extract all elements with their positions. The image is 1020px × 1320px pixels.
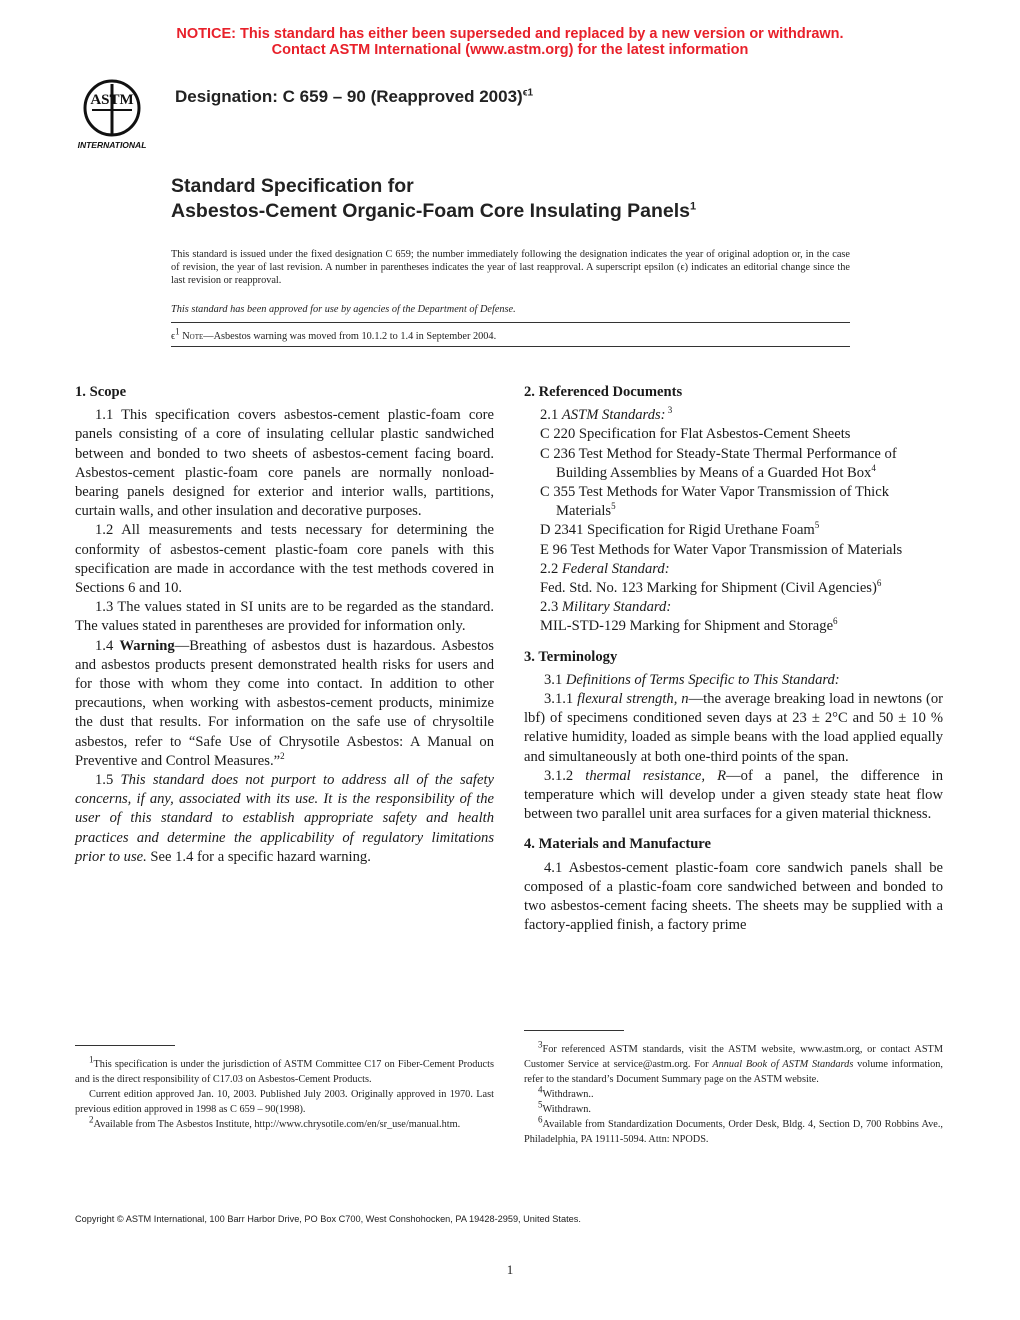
- ref-fed-std: [540, 579, 943, 598]
- footnote-3-sup: 3: [538, 1039, 543, 1050]
- scope-heading: 1. Scope: [75, 384, 127, 400]
- ref-e96: E 96 Test Methods for Water Vapor Transmission of Materials: [540, 541, 903, 558]
- designation: [175, 87, 533, 107]
- footnote-1-text: This specification is under the jurisdiction of ASTM Committee C17 on Fiber-Cement Products and is the direct responsibility of C17.03 on Asbestos-Cement Products.: [75, 1059, 494, 1085]
- scope-1-1: 1.1 This specification covers asbestos-cement plastic-foam core panels consisting of a core of insulating cellular plastic sandwiched between and bonded to two sheets of asbestos-cement facing board. Asbestos-cement plastic-foam core panels are normally nonload-bearing panels designed for exterior and interior walls, partitions, curtain walls, and other insulation and decorative purposes.: [75, 407, 494, 520]
- astm-logo: [66, 72, 162, 152]
- footnote-1-edition: Current edition approved Jan. 10, 2003. Published July 2003. Originally approved in 1970. Last previous edition approved in 1998 as C 659 – 90(1998).: [75, 1089, 494, 1115]
- section-2-3: [524, 598, 943, 617]
- ref-mil-std: [540, 617, 943, 636]
- military-standard-label: Military Standard:: [561, 599, 672, 616]
- ref-c355: [540, 483, 943, 521]
- warning-text: —Breathing of asbestos dust is hazardous. Asbestos and asbestos products present demonstrated health risks for users and for those with whom they come into contact. In addition to other precautions, when working with asbestos-cement products, minimize the dust that results. For information on the safe use of chrysoltile asbestos, refer to “Safe Use of Chrysotile Asbestos: A Manual on Preventive and Control Measures.”: [75, 637, 494, 769]
- notice-line-1: NOTICE: This standard has either been superseded and replaced by a new version or withdrawn.: [176, 26, 844, 42]
- definition-flexural-strength: —the average breaking load in newtons (or lbf) of specimens conditioned seven days at 23 ± 2°C and 50 ± 10 % relative humidity, loaded as simple beans with the load applied equally and simultaneously at both one-third points of the span.: [524, 691, 943, 765]
- footnote-5-sup: 5: [538, 1099, 543, 1110]
- right-column: [524, 383, 943, 935]
- footnote-3-text-b: volume information, refer to the standard’s Document Summary page on the ASTM website.: [524, 1059, 943, 1085]
- materials-heading: 4. Materials and Manufacture: [524, 836, 711, 853]
- section-3-1-1: [524, 690, 943, 767]
- dod-note: This standard has been approved for use by agencies of the Department of Defense.: [171, 304, 516, 315]
- logo-text: ASTM: [90, 92, 134, 108]
- supersede-notice: [0, 26, 1020, 58]
- ref-d2341-text: D 2341 Specification for Rigid Urethane Foam: [540, 522, 815, 539]
- materials-4-1: 4.1 Asbestos-cement plastic-foam core sandwich panels shall be composed of a plastic-foam core sandwiched between and bonded to two asbestos-cement facing sheets. The sheets may be supplied with a factory-applied finish, a factory prime: [524, 859, 943, 934]
- definitions-label: Definitions of Terms Specific to This Standard:: [565, 671, 840, 688]
- footnote-4-sup: 4: [538, 1084, 543, 1095]
- scope-1-3: 1.3 The values stated in SI units are to be regarded as the standard. The values stated in parentheses are provided for information only.: [75, 599, 494, 635]
- section-2-1: [524, 406, 943, 425]
- ref-mil-sup: 6: [833, 616, 838, 627]
- scope-1-4: [75, 637, 494, 771]
- warning-sup: 2: [280, 751, 285, 761]
- footnote-3-text-a: For referenced ASTM standards, visit the ASTM website, www.astm.org, or contact ASTM Customer Service at service@astm.org. For: [524, 1044, 943, 1070]
- issue-note: This standard is issued under the fixed designation C 659; the number immediately following the designation indicates the year of original adoption or, in the case of revision, the year of last revision. A number in parentheses indicates the year of last reapproval. A superscript epsilon (ϵ) indicates an editorial change since the last revision or reapproval.: [171, 249, 850, 286]
- footnote-6-text: Available from Standardization Documents, Order Desk, Bldg. 4, Section D, 700 Robbins Ave., Philadelphia, PA 19111-5094. Attn: NPODS.: [524, 1119, 943, 1145]
- designation-sup: ϵ1: [522, 87, 534, 99]
- scope-1-5: [75, 771, 494, 867]
- section-3-1-2-num: 3.1.2: [544, 767, 586, 784]
- footnote-4-text: Withdrawn..: [542, 1089, 594, 1100]
- section-2-2-num: 2.2: [540, 560, 562, 577]
- footnote-4: [524, 1084, 943, 1102]
- title-line-2: Asbestos-Cement Organic-Foam Core Insulating Panels: [171, 200, 691, 222]
- astm-logo-icon: [66, 72, 162, 152]
- divider-bottom: [171, 346, 850, 347]
- footnote-2: [75, 1114, 494, 1132]
- title-sup: 1: [690, 200, 697, 213]
- section-2-1-num: 2.1: [540, 407, 562, 424]
- term-flexural-strength: flexural strength, n: [577, 691, 689, 708]
- astm-standards-label: ASTM Standards:: [561, 407, 666, 424]
- ref-fed-sup: 6: [876, 578, 882, 589]
- section-3-1: [524, 671, 943, 690]
- section-3-1-2: [524, 767, 943, 825]
- scope-1-2: 1.2 All measurements and tests necessary for determining the conformity of asbestos-cement plastic-foam core panels with this specification are made in accordance with the test methods covered in Sections 6 and 10.: [75, 522, 494, 597]
- notice-line-2: Contact ASTM International (www.astm.org) for the latest information: [271, 42, 749, 58]
- footnote-6-sup: 6: [538, 1114, 543, 1125]
- terminology-heading: 3. Terminology: [524, 648, 618, 665]
- footnotes-left: [75, 1054, 494, 1132]
- designation-text: Designation: C 659 – 90 (Reapproved 2003): [175, 87, 523, 106]
- ref-d2341: [540, 521, 943, 540]
- section-2-2: [524, 560, 943, 579]
- epsilon-symbol: ϵ: [171, 331, 176, 342]
- scope-1-4-num: 1.4: [95, 637, 120, 654]
- ref-fed-text: Fed. Std. No. 123 Marking for Shipment (Civil Agencies): [540, 580, 877, 597]
- footnote-1: [75, 1054, 494, 1087]
- section-3-1-1-num: 3.1.1: [544, 691, 578, 708]
- ref-d2341-sup: 5: [814, 520, 820, 531]
- section-2-3-num: 2.3: [540, 599, 562, 616]
- safety-statement: This standard does not purport to address all of the safety concerns, if any, associated with its use. It is the responsibility of the user of this standard to establish appropriate safety and health practices and determine the applicability of regulatory limitations prior to use.: [75, 772, 494, 865]
- copyright: Copyright © ASTM International, 100 Barr Harbor Drive, PO Box C700, West Conshohocken, PA 19428-2959, United States.: [75, 1214, 581, 1224]
- epsilon-note: [171, 326, 850, 343]
- safety-tail: See 1.4 for a specific hazard warning.: [146, 848, 371, 865]
- epsilon-note-text: —Asbestos warning was moved from 10.1.2 to 1.4 in September 2004.: [203, 331, 497, 342]
- ref-c236: [540, 445, 943, 483]
- astm-standards-sup: 3: [665, 405, 673, 416]
- divider-top: [171, 322, 850, 323]
- footnote-3-italic: Annual Book of ASTM Standards: [712, 1059, 854, 1070]
- footnote-5-text: Withdrawn.: [542, 1104, 591, 1115]
- referenced-heading: 2. Referenced Documents: [524, 384, 683, 400]
- footnote-3: [524, 1039, 943, 1087]
- document-title: [171, 174, 696, 224]
- logo-subtext: INTERNATIONAL: [77, 140, 147, 150]
- term-thermal-resistance: thermal resistance, R: [585, 767, 727, 784]
- definition-thermal-resistance: —of a panel, the difference in temperature which will develop under a given steady state heat flow between two parallel unit area surfaces for a given material thickness.: [524, 767, 944, 823]
- ref-c236-sup: 4: [871, 462, 876, 473]
- footnotes-right: [524, 1039, 943, 1147]
- section-3-1-num: 3.1: [544, 671, 566, 688]
- ref-c220: C 220 Specification for Flat Asbestos-Cement Sheets: [540, 426, 851, 443]
- footnote-5: [524, 1099, 943, 1117]
- title-line-1: Standard Specification for: [171, 175, 414, 197]
- page-number: 1: [506, 1262, 514, 1277]
- footnote-rule-right: [524, 1030, 624, 1031]
- note-label: Note: [182, 331, 204, 342]
- footnote-6: [524, 1114, 943, 1147]
- left-column: [75, 383, 494, 867]
- footnote-rule-left: [75, 1045, 175, 1046]
- footnote-2-text: Available from The Asbestos Institute, http://www.chrysotile.com/en/sr_use/manual.htm.: [93, 1119, 461, 1130]
- warning-label: Warning: [119, 637, 175, 654]
- ref-mil-text: MIL-STD-129 Marking for Shipment and Storage: [540, 618, 834, 635]
- scope-1-5-num: 1.5: [95, 772, 121, 789]
- footnote-2-sup: 2: [89, 1114, 94, 1125]
- epsilon-sup: 1: [175, 326, 180, 337]
- ref-c236-text: C 236 Test Method for Steady-State Thermal Performance of Building Assemblies by Means of a Guarded Hot Box: [540, 445, 897, 481]
- ref-c355-sup: 5: [611, 501, 616, 512]
- ref-c355-text: C 355 Test Methods for Water Vapor Transmission of Thick Materials: [540, 484, 889, 520]
- footnote-1-sup: 1: [89, 1054, 94, 1065]
- federal-standard-label: Federal Standard:: [561, 560, 670, 577]
